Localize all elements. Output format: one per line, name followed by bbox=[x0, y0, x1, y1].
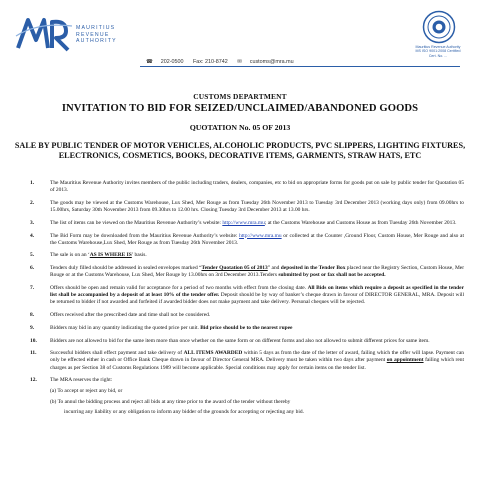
sub-clause-label: (b) bbox=[50, 398, 57, 405]
clause-text: The Mauritius Revenue Authority invites members of the public including traders, dealers, companies, etc to bid on appropriate forms for goods put on sale by public tender for Quotation 05 of 2013. bbox=[50, 180, 464, 194]
clause-text: or collected at the Counter ,Ground Floor, Custom House, Mer Rouge and also at the Customs Warehouse,Lux Shed, Mer Rouge as from Tuesday 26th November 2013. bbox=[50, 232, 464, 246]
contact-line bbox=[146, 59, 302, 65]
emphasis: deposited in the Tender Box bbox=[280, 265, 346, 272]
phone-icon: ☎ bbox=[146, 59, 153, 65]
department-heading: CUSTOMS DEPARTMENT bbox=[193, 92, 287, 101]
clause-text: failing which rent charges as per Section 38 of Customs Regulations 1989 will become applicable. Special conditions may apply for certain items on the tender list. bbox=[50, 357, 464, 371]
clause-text: The list of items can be viewed on the Mauritius Revenue Authority’s website: bbox=[50, 219, 223, 226]
logo-line: REVENUE bbox=[76, 31, 110, 38]
clause-number: 12. bbox=[30, 377, 37, 384]
logo-line: AUTHORITY bbox=[76, 38, 117, 44]
mra-website-link[interactable]: http://www.mra.mu bbox=[239, 232, 282, 239]
sub-clause-text: To accept or reject any bid, or bbox=[57, 388, 123, 395]
header-rule bbox=[140, 66, 460, 67]
seal-caption-line: MS ISO 9001:2008 Certified bbox=[415, 49, 461, 54]
emphasis: Bid price should be to the nearest rupee bbox=[200, 324, 293, 331]
email-icon: ✉ bbox=[237, 59, 242, 65]
seal-caption bbox=[398, 45, 478, 58]
emphasis: ALL ITEMS AWARDED bbox=[183, 350, 243, 357]
clause-text: placed near the Registry Section, Custom House, Mer Rouge or at the Customs Warehouse, Lux Shed, Mer Rouge by 13.00hrs on 3rd December 2013.Tenders bbox=[50, 265, 465, 279]
clause-2 bbox=[20, 200, 464, 214]
clause-text: Bidders are not allowed to bid for the same item more than once whether on the same form or on different forms and also not allowed to submit different prices for same item. bbox=[50, 337, 430, 344]
logo-wordmark bbox=[76, 25, 117, 45]
sub-clause-a bbox=[20, 388, 464, 395]
clause-number: 2. bbox=[30, 199, 35, 206]
clause-11 bbox=[20, 350, 464, 371]
clause-number: 7. bbox=[30, 285, 35, 292]
clause-number: 11. bbox=[30, 350, 37, 357]
emphasis: All Bids on items which require a deposit as specified in the tender list shall be accompanied by a deposit of at least 10% of the tender offer. bbox=[50, 285, 464, 299]
emphasis: submitted by post or fax shall not be accepted. bbox=[278, 272, 386, 279]
clause-text: Deposit should be by way of banker’s cheque drawn in favour of DIRECTOR GENERAL, MRA. Deposit will be returned to bidder if not awarded and forfeited if awarded bidder does not make payment and take delivery. Personal cheques will be rejected. bbox=[50, 292, 464, 306]
fax-number: Fax: 210-8742 bbox=[193, 59, 228, 65]
clause-9 bbox=[20, 325, 464, 332]
clause-text: within 5 days as from the date of the letter of award, failing which the offer will lapse. Payment can only be effected either in cash or Office Bank Cheque drawn in favour of Director General MRA. Delivery must be taken within two days after payment bbox=[50, 350, 464, 364]
clause-text: Tenders duly filled should be addressed in sealed envelopes marked “ bbox=[50, 265, 202, 272]
clause-6 bbox=[20, 265, 464, 279]
clause-text: The sale is on an ‘ bbox=[50, 252, 90, 259]
sub-clause-b-continued bbox=[20, 409, 464, 416]
clause-4 bbox=[20, 233, 464, 247]
clause-text: The goods may be viewed at the Customs Warehouse, Lux Shed, Mer Rouge as from Tuesday 26th November 2013 to Tuesday 3rd December 2013 (working days only) from 09.00hrs to 15.00hrs, Saturday 30th November 2013 from 09.30hrs to 12.00 hrs. Closing Tuesday 3rd December 2013 at 13.00 hrs. bbox=[50, 199, 464, 213]
logo-line: MAURITIUS bbox=[76, 25, 116, 31]
document-title: INVITATION TO BID FOR SEIZED/UNCLAIMED/ABANDONED GOODS bbox=[61, 103, 419, 114]
seal-caption-line: Cert. No. ... bbox=[428, 53, 448, 58]
clause-number: 5. bbox=[30, 252, 35, 259]
phone-number: 202-0500 bbox=[160, 59, 184, 65]
mra-logo-icon bbox=[14, 14, 74, 54]
sub-clause-text: incurring any liability or any obligation to inform any bidder of the grounds for accepting or rejecting any bid. bbox=[64, 409, 304, 415]
emphasis: on appointment bbox=[386, 357, 424, 364]
clause-text: ’ basis. bbox=[131, 252, 147, 259]
clause-8 bbox=[20, 312, 464, 319]
letterhead bbox=[0, 0, 480, 72]
clause-number: 8. bbox=[30, 312, 35, 319]
certification-seal-icon bbox=[422, 10, 456, 44]
clause-12 bbox=[20, 377, 464, 384]
clause-number: 10. bbox=[30, 337, 37, 344]
sale-heading: SALE BY PUBLIC TENDER OF MOTOR VEHICLES, ALCOHOLIC PRODUCTS, PVC SLIPPERS, LIGHTING FIXTURES, ELECTRONICS, COSMETICS, BOOKS, DECORATIVE ITEMS, GARMENTS, STRAW HATS, ETC bbox=[14, 141, 466, 161]
sub-clause-b bbox=[20, 399, 464, 406]
emphasis: Tender Quotation 05 of 2013 bbox=[201, 265, 268, 272]
clause-3 bbox=[20, 220, 464, 227]
clause-text: Offers should be open and remain valid for acceptance for a period of two months with effect from the closing date. bbox=[50, 285, 308, 292]
clause-text: ; at the Customs Warehouse and Customs House as from Tuesday 26th November 2013. bbox=[264, 219, 457, 226]
clause-text: The MRA reserves the right: bbox=[50, 377, 113, 384]
seal-caption-line: Mauritius Revenue Authority bbox=[415, 45, 461, 49]
sub-clause-label: (a) bbox=[50, 388, 57, 395]
clause-7 bbox=[20, 285, 464, 306]
sub-clause-text: To annul the bidding process and reject all bids at any time prior to the award of the tender without thereby bbox=[57, 398, 291, 405]
quotation-number: QUOTATION No. 05 OF 2013 bbox=[189, 123, 291, 132]
conditions-list bbox=[20, 180, 464, 419]
clause-number: 9. bbox=[30, 324, 35, 331]
clause-number: 4. bbox=[30, 232, 35, 239]
clause-number: 1. bbox=[30, 180, 35, 186]
clause-number: 3. bbox=[30, 219, 35, 226]
emphasis: AS IS WHERE IS bbox=[89, 252, 132, 259]
clause-5 bbox=[20, 252, 464, 259]
clause-text: Offers received after the prescribed date and time shall not be considered. bbox=[50, 312, 211, 319]
mra-website-link[interactable]: http://www.mra.mu bbox=[222, 219, 265, 226]
clause-text: Bidders may bid in any quantity indicating the quoted price per unit. bbox=[50, 324, 201, 331]
clause-text: Successful bidders shall effect payment and take delivery of bbox=[50, 350, 184, 357]
email-address: customs@mra.mu bbox=[249, 59, 294, 65]
clause-number: 6. bbox=[30, 265, 35, 272]
clause-text: ” and bbox=[267, 265, 281, 272]
clause-10 bbox=[20, 338, 464, 345]
clause-text: The Bid Form may be downloaded from the Mauritius Revenue Authority’s website: bbox=[50, 232, 240, 239]
clause-1 bbox=[20, 180, 464, 194]
